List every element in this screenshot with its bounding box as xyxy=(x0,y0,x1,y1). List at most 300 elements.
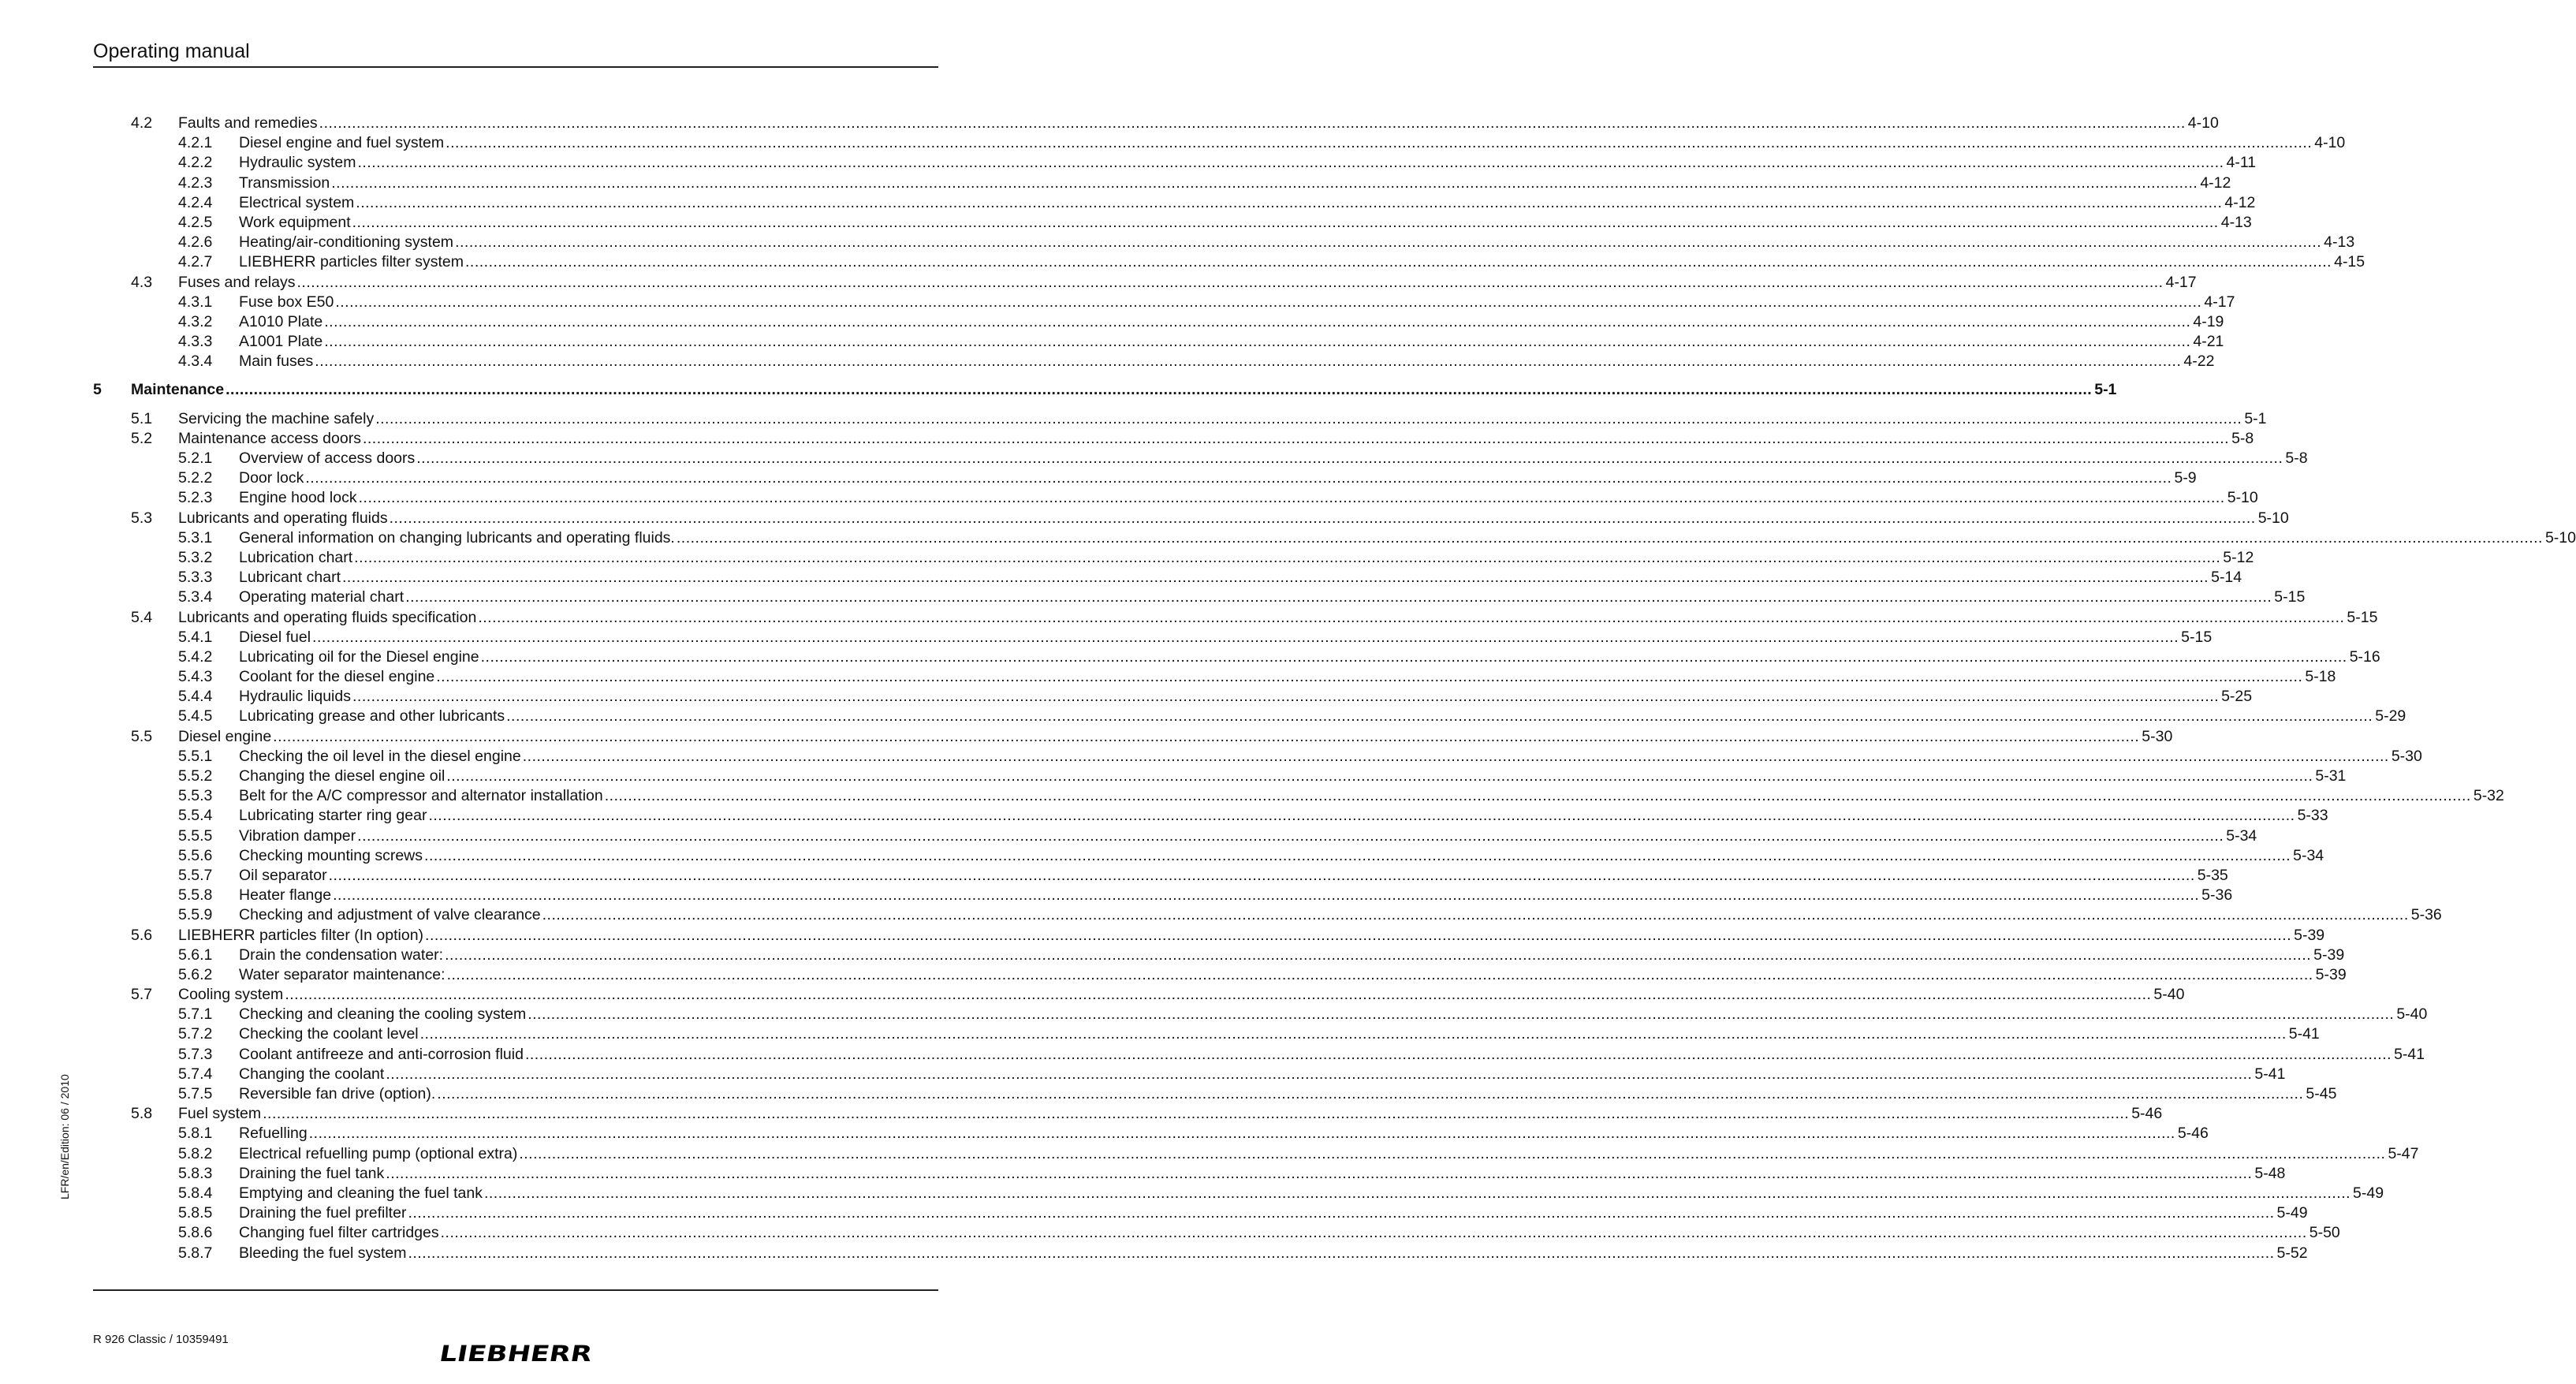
toc-entry-title: Maintenance xyxy=(131,381,225,399)
toc-entry-page: 5-46 xyxy=(2177,1125,2209,1143)
dot-leader: ................................................................................................................................................................................................................................................................................................................................................................................................................ xyxy=(354,548,2221,566)
toc-entry-page: 5-47 xyxy=(2388,1144,2419,1162)
footer-divider xyxy=(93,1289,938,1291)
toc-entry[interactable] xyxy=(93,273,2197,293)
toc-entry-line xyxy=(239,588,2306,607)
dot-leader: ................................................................................................................................................................................................................................................................................................................................................................................................................ xyxy=(425,926,2292,944)
toc-entry-number: 4.2 xyxy=(131,114,153,132)
toc-entry-title: Heating/air-conditioning system xyxy=(239,233,454,252)
toc-entry-title: Electrical refuelling pump (optional extra) xyxy=(239,1144,518,1162)
toc-entry-page: 4-10 xyxy=(2187,114,2219,132)
toc-entry[interactable] xyxy=(93,985,2185,1005)
toc-entry-number: 5 xyxy=(93,381,102,399)
toc-entry-title: Door lock xyxy=(239,469,304,487)
toc-entry-title: Fuel system xyxy=(178,1105,262,1123)
toc-entry-page: 4-11 xyxy=(2226,154,2257,172)
toc-entry-line xyxy=(239,866,2228,886)
toc-entry[interactable] xyxy=(93,727,2173,747)
dot-leader: ................................................................................................................................................................................................................................................................................................................................................................................................................ xyxy=(542,906,2409,924)
dot-leader: ................................................................................................................................................................................................................................................................................................................................................................................................................ xyxy=(352,213,2219,231)
toc-entry[interactable] xyxy=(93,312,2224,332)
toc-entry-line xyxy=(178,926,2325,946)
toc-entry[interactable] xyxy=(93,352,2215,371)
toc-entry-number: 5.5.7 xyxy=(178,866,213,884)
toc-entry-line xyxy=(239,628,2213,647)
toc-entry-line xyxy=(239,905,2442,925)
toc-entry[interactable] xyxy=(93,173,2231,193)
toc-entry-number: 5.4.2 xyxy=(178,647,213,666)
toc-entry[interactable] xyxy=(93,608,2378,628)
toc-entry-line xyxy=(239,1124,2209,1143)
toc-entry[interactable] xyxy=(93,429,2254,449)
toc-entry-line xyxy=(239,173,2231,193)
toc-entry-line xyxy=(239,449,2308,468)
toc-entry-number: 4.2.1 xyxy=(178,134,213,152)
toc-entry-page: 5-40 xyxy=(2153,986,2185,1004)
toc-entry-page: 5-41 xyxy=(2254,1065,2286,1083)
toc-entry-page: 5-16 xyxy=(2349,647,2380,666)
toc-entry[interactable] xyxy=(93,667,2336,687)
dot-leader: ................................................................................................................................................................................................................................................................................................................................................................................................................ xyxy=(352,688,2220,706)
toc-entry[interactable] xyxy=(93,886,2233,905)
toc-entry-line xyxy=(239,826,2257,846)
toc-entry-number: 5.6.2 xyxy=(178,965,213,983)
toc-entry-title: Checking and adjustment of valve clearance xyxy=(239,906,541,924)
dot-leader: ................................................................................................................................................................................................................................................................................................................................................................................................................ xyxy=(273,727,2140,745)
dot-leader: ................................................................................................................................................................................................................................................................................................................................................................................................................ xyxy=(455,233,2322,252)
toc-entry-line xyxy=(239,1065,2286,1084)
toc-entry-title: Fuses and relays xyxy=(178,273,296,291)
toc-entry-number: 5.5.3 xyxy=(178,787,213,805)
toc-entry-title: Transmission xyxy=(239,173,330,192)
toc-entry[interactable] xyxy=(93,786,2504,806)
dot-leader: ................................................................................................................................................................................................................................................................................................................................................................................................................ xyxy=(604,787,2471,805)
toc-entry-page: 5-30 xyxy=(2391,747,2422,765)
toc-entry-line xyxy=(239,647,2380,667)
toc-entry[interactable] xyxy=(93,1203,2308,1223)
toc-entry-page: 5-12 xyxy=(2223,548,2254,566)
dot-leader: ................................................................................................................................................................................................................................................................................................................................................................................................................ xyxy=(389,509,2256,527)
toc-entry-line xyxy=(239,153,2257,173)
dot-leader: ................................................................................................................................................................................................................................................................................................................................................................................................................ xyxy=(362,429,2230,447)
toc-entry[interactable] xyxy=(93,528,2576,548)
toc-entry-line xyxy=(239,488,2258,508)
dot-leader: ................................................................................................................................................................................................................................................................................................................................................................................................................ xyxy=(419,1025,2287,1043)
toc-entry-line xyxy=(239,213,2252,233)
toc-entry-line xyxy=(178,273,2197,293)
toc-entry-page: 5-50 xyxy=(2309,1224,2340,1242)
toc-entry-page: 5-8 xyxy=(2231,429,2254,447)
toc-entry[interactable] xyxy=(93,409,2267,429)
dot-leader: ................................................................................................................................................................................................................................................................................................................................................................................................................ xyxy=(424,846,2291,864)
toc-entry-title: Servicing the machine safely xyxy=(178,409,375,427)
toc-entry-line xyxy=(239,193,2256,213)
toc-entry-line xyxy=(178,985,2185,1005)
toc-entry-number: 5.4.3 xyxy=(178,668,213,686)
toc-entry-line xyxy=(239,707,2406,726)
toc-entry[interactable] xyxy=(93,1223,2340,1243)
toc-entry-line xyxy=(178,1104,2163,1124)
toc-entry-number: 5.5.6 xyxy=(178,846,213,864)
toc-entry-title: Lubricant chart xyxy=(239,569,341,587)
toc-entry-line xyxy=(239,1203,2308,1223)
toc-entry-number: 5.8.6 xyxy=(178,1224,213,1242)
toc-entry-number: 4.2.4 xyxy=(178,193,213,211)
toc-entry-title: Checking the coolant level xyxy=(239,1025,419,1043)
toc-entry[interactable] xyxy=(93,468,2197,488)
toc-entry-title: Reversible fan drive (option). xyxy=(239,1085,436,1102)
toc-entry[interactable] xyxy=(93,707,2406,726)
dot-leader: ................................................................................................................................................................................................................................................................................................................................................................................................................ xyxy=(465,253,2332,271)
toc-entry-title: Work equipment xyxy=(239,213,351,231)
toc-entry-number: 5.7.1 xyxy=(178,1005,213,1024)
toc-entry[interactable] xyxy=(93,946,2345,965)
toc-entry-number: 5.5.5 xyxy=(178,826,213,845)
liebherr-logo xyxy=(437,1340,595,1367)
toc-entry-line xyxy=(178,429,2254,449)
toc-entry[interactable] xyxy=(93,866,2228,886)
toc-entry[interactable] xyxy=(93,1065,2286,1084)
dot-leader: ................................................................................................................................................................................................................................................................................................................................................................................................................ xyxy=(416,450,2283,467)
toc-entry[interactable] xyxy=(93,1024,2320,1044)
toc-entry-title: Coolant for the diesel engine xyxy=(239,668,435,686)
toc-entry[interactable] xyxy=(93,1005,2428,1024)
toc-entry-number: 5.6 xyxy=(131,926,153,944)
toc-entry-number: 5.7 xyxy=(131,986,153,1004)
toc-entry-title: Changing the diesel engine oil xyxy=(239,767,445,785)
toc-entry-line xyxy=(239,548,2254,568)
logo-text: LIEBHERR xyxy=(437,1340,595,1367)
header-divider xyxy=(93,66,938,68)
toc-entry-title: Fuse box E50 xyxy=(239,293,334,311)
toc-entry-page: 4-22 xyxy=(2183,353,2215,371)
document-id: R 926 Classic / 10359491 xyxy=(93,1333,229,1346)
page-title: Operating manual xyxy=(93,40,250,62)
toc-entry-page: 5-32 xyxy=(2473,787,2504,805)
toc-entry-line xyxy=(131,380,2117,400)
dot-leader: ................................................................................................................................................................................................................................................................................................................................................................................................................ xyxy=(305,469,2172,487)
toc-entry-page: 5-18 xyxy=(2305,668,2336,686)
toc-entry[interactable] xyxy=(93,965,2347,985)
toc-entry[interactable] xyxy=(93,1144,2419,1164)
toc-entry-page: 5-35 xyxy=(2197,866,2228,884)
toc-entry-title: Hydraulic system xyxy=(239,154,356,172)
toc-entry[interactable] xyxy=(93,332,2224,352)
toc-entry[interactable] xyxy=(93,488,2258,508)
toc-entry-number: 5.7.3 xyxy=(178,1045,213,1063)
toc-entry[interactable] xyxy=(93,193,2256,213)
toc-entry-number: 5.7.4 xyxy=(178,1065,213,1083)
toc-entry-title: LIEBHERR particles filter system xyxy=(239,253,464,271)
toc-entry-line xyxy=(239,886,2233,905)
toc-entry-page: 5-39 xyxy=(2315,965,2347,983)
toc-entry-line xyxy=(239,312,2224,332)
toc-entry-page: 5-34 xyxy=(2293,846,2324,864)
toc-entry[interactable] xyxy=(93,1164,2286,1184)
dot-leader: ................................................................................................................................................................................................................................................................................................................................................................................................................ xyxy=(519,1144,2386,1162)
dot-leader: ................................................................................................................................................................................................................................................................................................................................................................................................................ xyxy=(436,668,2303,686)
toc-entry-number: 4.3 xyxy=(131,273,153,291)
toc-entry[interactable] xyxy=(93,767,2347,786)
toc-entry-page: 4-13 xyxy=(2220,213,2252,231)
toc-entry-line xyxy=(178,114,2219,133)
dot-leader: ................................................................................................................................................................................................................................................................................................................................................................................................................ xyxy=(506,707,2373,726)
toc-entry[interactable] xyxy=(93,747,2422,767)
dot-leader: ................................................................................................................................................................................................................................................................................................................................................................................................................ xyxy=(386,1065,2253,1083)
toc-entry-line xyxy=(239,1005,2428,1024)
toc-entry[interactable] xyxy=(93,568,2242,588)
toc-entry-title: Lubricating starter ring gear xyxy=(239,807,427,825)
toc-entry-title: Lubricants and operating fluids specification xyxy=(178,608,477,626)
toc-entry[interactable] xyxy=(93,252,2365,272)
dot-leader: ................................................................................................................................................................................................................................................................................................................................................................................................................ xyxy=(285,986,2152,1004)
toc-entry-number: 5.4.5 xyxy=(178,707,213,726)
toc-entry-line xyxy=(239,1084,2337,1104)
toc-entry-title: Overview of access doors xyxy=(239,450,416,467)
dot-leader: ................................................................................................................................................................................................................................................................................................................................................................................................................ xyxy=(312,628,2179,646)
toc-entry-number: 5.4 xyxy=(131,608,153,626)
toc-entry-line xyxy=(239,786,2504,806)
toc-entry-number: 5.2.1 xyxy=(178,450,213,467)
toc-entry-number: 4.2.3 xyxy=(178,173,213,192)
dot-leader: ................................................................................................................................................................................................................................................................................................................................................................................................................ xyxy=(676,528,2543,547)
toc-entry[interactable] xyxy=(93,114,2219,133)
toc-entry-title: Drain the condensation water: xyxy=(239,946,444,964)
toc-entry-number: 4.3.2 xyxy=(178,312,213,330)
dot-leader: ................................................................................................................................................................................................................................................................................................................................................................................................................ xyxy=(478,608,2345,626)
toc-entry-number: 5.7.5 xyxy=(178,1085,213,1102)
toc-entry-title: Electrical system xyxy=(239,193,355,211)
toc-entry-page: 4-17 xyxy=(2165,273,2197,291)
toc-entry-page: 5-9 xyxy=(2174,469,2197,487)
toc-entry-line xyxy=(239,1184,2384,1203)
dot-leader: ................................................................................................................................................................................................................................................................................................................................................................................................................ xyxy=(528,1005,2395,1024)
toc-entry-page: 4-12 xyxy=(2224,193,2256,211)
toc-entry-number: 5.2 xyxy=(131,429,153,447)
toc-entry[interactable] xyxy=(93,380,2117,400)
toc-entry-title: Engine hood lock xyxy=(239,489,357,507)
toc-entry-line xyxy=(239,252,2365,272)
toc-entry-number: 4.2.5 xyxy=(178,213,213,231)
toc-entry-number: 5.5.4 xyxy=(178,807,213,825)
toc-entry[interactable] xyxy=(93,449,2308,468)
toc-entry-line xyxy=(239,352,2215,371)
toc-entry-title: LIEBHERR particles filter (In option) xyxy=(178,926,424,944)
toc-entry-number: 5.3.1 xyxy=(178,528,213,547)
toc-entry-title: Draining the fuel tank xyxy=(239,1164,385,1182)
toc-entry-page: 4-17 xyxy=(2204,293,2235,311)
toc-entry-title: Bleeding the fuel system xyxy=(239,1244,407,1262)
toc-entry[interactable] xyxy=(93,826,2257,846)
toc-entry-title: Diesel fuel xyxy=(239,628,311,646)
toc-entry[interactable] xyxy=(93,1244,2308,1263)
toc-entry-title: Vibration damper xyxy=(239,826,356,845)
toc-entry-number: 4.2.2 xyxy=(178,154,213,172)
dot-leader: ................................................................................................................................................................................................................................................................................................................................................................................................................ xyxy=(358,489,2225,507)
toc-entry-page: 4-12 xyxy=(2200,173,2231,192)
toc-entry-number: 5.5.8 xyxy=(178,886,213,905)
toc-entry-page: 5-1 xyxy=(2094,381,2117,399)
dot-leader: ................................................................................................................................................................................................................................................................................................................................................................................................................ xyxy=(445,946,2312,964)
toc-entry-number: 5.1 xyxy=(131,409,153,427)
toc-entry-line xyxy=(239,1164,2286,1184)
toc-entry-page: 5-36 xyxy=(2410,906,2442,924)
toc-entry-number: 5.5.9 xyxy=(178,906,213,924)
toc-entry-title: Faults and remedies xyxy=(178,114,318,132)
toc-entry-page: 5-10 xyxy=(2227,489,2258,507)
toc-entry-title: Refuelling xyxy=(239,1125,308,1143)
toc-entry-page: 5-39 xyxy=(2313,946,2345,964)
toc-entry-page: 5-10 xyxy=(2544,528,2576,547)
dot-leader: ................................................................................................................................................................................................................................................................................................................................................................................................................ xyxy=(408,1204,2275,1222)
toc-entry-title: Hydraulic liquids xyxy=(239,688,351,706)
toc-entry[interactable] xyxy=(93,509,2289,528)
dot-leader: ................................................................................................................................................................................................................................................................................................................................................................................................................ xyxy=(296,273,2164,291)
toc-entry-line xyxy=(239,747,2422,767)
dot-leader: ................................................................................................................................................................................................................................................................................................................................................................................................................ xyxy=(522,747,2389,765)
toc-entry-page: 5-45 xyxy=(2306,1085,2337,1102)
dot-leader: ................................................................................................................................................................................................................................................................................................................................................................................................................ xyxy=(445,134,2313,152)
toc-entry-number: 5.5 xyxy=(131,727,153,745)
toc-entry[interactable] xyxy=(93,1045,2425,1065)
toc-entry-line xyxy=(239,568,2242,588)
toc-entry-line xyxy=(239,133,2346,153)
toc-entry-line xyxy=(178,727,2173,747)
dot-leader: ................................................................................................................................................................................................................................................................................................................................................................................................................ xyxy=(405,588,2272,606)
dot-leader: ................................................................................................................................................................................................................................................................................................................................................................................................................ xyxy=(437,1085,2304,1102)
toc-entry-page: 5-25 xyxy=(2221,688,2253,706)
toc-entry-page: 4-21 xyxy=(2193,333,2224,351)
toc-entry-page: 5-15 xyxy=(2347,608,2378,626)
toc-entry-number: 5.2.3 xyxy=(178,489,213,507)
dot-leader: ................................................................................................................................................................................................................................................................................................................................................................................................................ xyxy=(524,1045,2392,1063)
toc-entry[interactable] xyxy=(93,293,2235,312)
toc-entry[interactable] xyxy=(93,628,2213,647)
toc-entry[interactable] xyxy=(93,1124,2209,1143)
toc-entry-line xyxy=(239,293,2235,312)
toc-entry[interactable] xyxy=(93,687,2253,707)
toc-entry[interactable] xyxy=(93,1084,2337,1104)
toc-entry[interactable] xyxy=(93,133,2346,153)
toc-entry-page: 5-40 xyxy=(2396,1005,2428,1024)
dot-leader: ................................................................................................................................................................................................................................................................................................................................................................................................................ xyxy=(263,1105,2130,1123)
toc-entry-line xyxy=(178,409,2267,429)
dot-leader: ................................................................................................................................................................................................................................................................................................................................................................................................................ xyxy=(324,333,2191,351)
toc-entry-page: 5-39 xyxy=(2294,926,2325,944)
toc-entry-page: 5-46 xyxy=(2131,1105,2163,1123)
dot-leader: ................................................................................................................................................................................................................................................................................................................................................................................................................ xyxy=(308,1125,2175,1143)
dot-leader: ................................................................................................................................................................................................................................................................................................................................................................................................................ xyxy=(226,381,2093,399)
toc-entry[interactable] xyxy=(93,806,2328,826)
toc-entry-number: 5.7.2 xyxy=(178,1025,213,1043)
toc-entry-title: Checking the oil level in the diesel engine xyxy=(239,747,521,765)
toc-entry-number: 5.8.4 xyxy=(178,1184,213,1202)
table-of-contents xyxy=(93,114,2576,1263)
toc-entry-line xyxy=(239,468,2197,488)
toc-entry-number: 4.2.7 xyxy=(178,253,213,271)
toc-entry-line xyxy=(239,1144,2419,1164)
toc-entry[interactable] xyxy=(93,846,2324,866)
toc-entry-number: 5.4.1 xyxy=(178,628,213,646)
toc-entry-number: 5.8.2 xyxy=(178,1144,213,1162)
toc-entry-title: Oil separator xyxy=(239,866,327,884)
toc-entry-title: Checking and cleaning the cooling system xyxy=(239,1005,527,1024)
toc-entry-title: Checking mounting screws xyxy=(239,846,423,864)
toc-entry[interactable] xyxy=(93,926,2325,946)
toc-entry-page: 5-36 xyxy=(2201,886,2233,905)
toc-entry-title: Main fuses xyxy=(239,353,314,371)
toc-entry-page: 5-15 xyxy=(2181,628,2213,646)
toc-entry-number: 4.3.4 xyxy=(178,353,213,371)
toc-entry-title: Draining the fuel prefilter xyxy=(239,1204,407,1222)
toc-entry-title: A1010 Plate xyxy=(239,312,323,330)
toc-entry-title: Diesel engine xyxy=(178,727,272,745)
toc-entry-line xyxy=(239,846,2324,866)
toc-entry[interactable] xyxy=(93,1104,2163,1124)
toc-entry-title: Changing fuel filter cartridges xyxy=(239,1224,439,1242)
toc-entry[interactable] xyxy=(93,1184,2384,1203)
dot-leader: ................................................................................................................................................................................................................................................................................................................................................................................................................ xyxy=(328,866,2195,884)
toc-entry[interactable] xyxy=(93,233,2355,252)
toc-entry-number: 5.4.4 xyxy=(178,688,213,706)
toc-entry[interactable] xyxy=(93,153,2257,173)
toc-entry-title: Coolant antifreeze and anti-corrosion fluid xyxy=(239,1045,524,1063)
toc-entry-page: 5-8 xyxy=(2285,450,2308,467)
toc-entry[interactable] xyxy=(93,588,2306,607)
toc-entry-page: 4-13 xyxy=(2324,233,2355,252)
toc-entry-page: 5-52 xyxy=(2276,1244,2308,1262)
toc-entry[interactable] xyxy=(93,548,2254,568)
dot-leader: ................................................................................................................................................................................................................................................................................................................................................................................................................ xyxy=(440,1224,2307,1242)
toc-entry-line xyxy=(239,667,2336,687)
toc-entry-number: 5.8.3 xyxy=(178,1164,213,1182)
toc-entry-title: Lubricating oil for the Diesel engine xyxy=(239,647,479,666)
dot-leader: ................................................................................................................................................................................................................................................................................................................................................................................................................ xyxy=(356,193,2223,211)
toc-entry[interactable] xyxy=(93,213,2252,233)
toc-entry-line xyxy=(239,946,2345,965)
toc-entry-page: 5-31 xyxy=(2315,767,2347,785)
toc-entry-line xyxy=(239,1244,2308,1263)
toc-entry-title: Emptying and cleaning the fuel tank xyxy=(239,1184,483,1202)
toc-entry[interactable] xyxy=(93,647,2380,667)
toc-entry-line xyxy=(239,233,2355,252)
toc-entry-title: Cooling system xyxy=(178,986,284,1004)
dot-leader: ................................................................................................................................................................................................................................................................................................................................................................................................................ xyxy=(408,1244,2275,1262)
toc-entry[interactable] xyxy=(93,905,2442,925)
toc-entry-title: Belt for the A/C compressor and alternator installation xyxy=(239,787,603,805)
toc-entry-line xyxy=(239,806,2328,826)
toc-entry-number: 5.8.7 xyxy=(178,1244,213,1262)
toc-entry-page: 4-15 xyxy=(2334,253,2365,271)
toc-entry-title: A1001 Plate xyxy=(239,333,323,351)
toc-entry-page: 5-34 xyxy=(2226,826,2257,845)
toc-entry-number: 5.8.1 xyxy=(178,1125,213,1143)
toc-entry-page: 5-14 xyxy=(2211,569,2242,587)
toc-entry-page: 5-29 xyxy=(2375,707,2406,726)
toc-entry-number: 4.3.1 xyxy=(178,293,213,311)
toc-entry-line xyxy=(239,767,2347,786)
dot-leader: ................................................................................................................................................................................................................................................................................................................................................................................................................ xyxy=(446,965,2313,983)
toc-entry-line xyxy=(178,509,2289,528)
toc-entry-title: Lubrication chart xyxy=(239,548,353,566)
toc-entry-title: Changing the coolant xyxy=(239,1065,385,1083)
toc-entry-page: 4-19 xyxy=(2193,312,2224,330)
toc-entry-line xyxy=(239,528,2576,548)
toc-entry-page: 5-33 xyxy=(2297,807,2328,825)
toc-entry-number: 4.3.3 xyxy=(178,333,213,351)
dot-leader: ................................................................................................................................................................................................................................................................................................................................................................................................................ xyxy=(446,767,2313,785)
toc-entry-page: 5-30 xyxy=(2142,727,2173,745)
